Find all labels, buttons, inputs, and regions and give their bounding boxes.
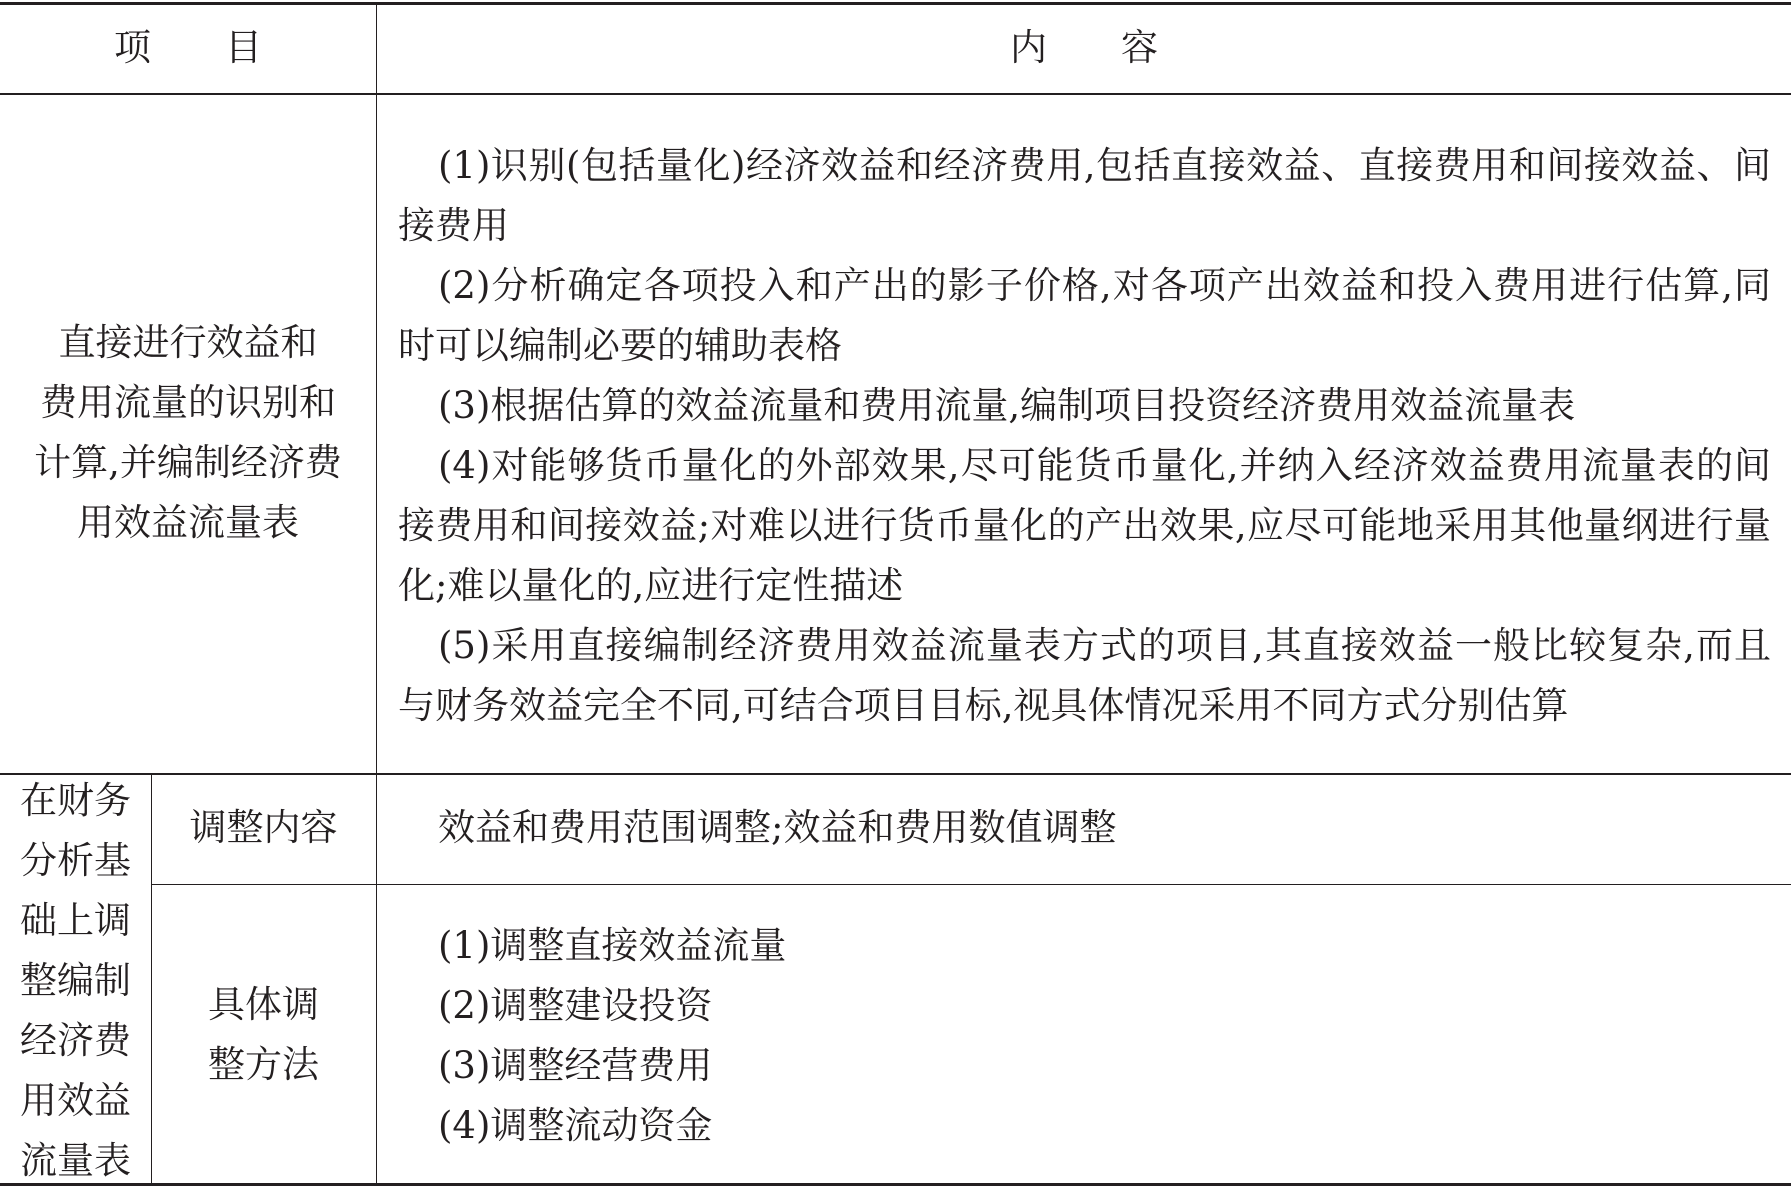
row-adjust-label — [0, 771, 151, 1191]
list-item: (1)识别(包括量化)经济效益和经济费用,包括直接效益、直接费用和间接效益、间接费用 — [398, 144, 1771, 247]
adjust-method-label-line: 具体调 — [208, 983, 319, 1026]
table-bottom-rule — [0, 1183, 1791, 1186]
row-direct-label-line: 用效益流量表 — [77, 501, 299, 544]
row-adjust-label-line: 整编制 — [20, 959, 131, 1002]
row-adjust-label-line: 用效益 — [20, 1079, 131, 1122]
row-direct-label-line: 直接进行效益和 — [58, 321, 318, 364]
row-adjust-label-line: 经济费 — [20, 1019, 131, 1062]
adjust-content-label: 调整内容 — [189, 806, 338, 849]
list-item: (2)分析确定各项投入和产出的影子价格,对各项产出效益和投入费用进行估算,同时可以编制必要的辅助表格 — [398, 264, 1771, 367]
adjust-content-value: 效益和费用范围调整;效益和费用数值调整 — [438, 806, 1117, 849]
row-adjust-label-line: 在财务 — [20, 779, 131, 822]
row-direct-label-line: 计算,并编制经济费 — [34, 441, 342, 484]
row-direct-label-line: 费用流量的识别和 — [40, 381, 336, 424]
adjust-method-list — [438, 916, 786, 1156]
row-direct-label — [0, 313, 376, 553]
list-item: (1)调整直接效益流量 — [438, 924, 787, 967]
adjust-content-bottom-rule — [151, 884, 1791, 885]
list-item: (5)采用直接编制经济费用效益流量表方式的项目,其直接效益一般比较复杂,而且与财务效益完全不同,可结合项目目标,视具体情况采用不同方式分别估算 — [398, 624, 1771, 727]
row-direct-items — [398, 136, 1771, 736]
table-top-rule — [0, 2, 1791, 5]
list-item: (4)调整流动资金 — [438, 1104, 713, 1147]
row-adjust-label-line: 流量表 — [20, 1139, 131, 1182]
row-direct-bottom-rule — [0, 773, 1791, 775]
column-divider-main — [376, 2, 377, 1186]
header-content-label: 内 容 — [1010, 26, 1158, 69]
list-item: (2)调整建设投资 — [438, 984, 713, 1027]
row-adjust-label-line: 础上调 — [20, 899, 131, 942]
adjust-method-label — [151, 975, 376, 1095]
list-item: (3)调整经营费用 — [438, 1044, 713, 1087]
adjust-method-label-line: 整方法 — [208, 1043, 319, 1086]
row-adjust-label-line: 分析基 — [20, 839, 131, 882]
header-item-label: 项 目 — [114, 26, 262, 69]
list-item: (4)对能够货币量化的外部效果,尽可能货币量化,并纳入经济效益费用流量表的间接费用和间接效益;对难以进行货币量化的产出效果,应尽可能地采用其他量纲进行量化;难以量化的,应进行定性描述 — [398, 444, 1771, 607]
list-item: (3)根据估算的效益流量和费用流量,编制项目投资经济费用效益流量表 — [438, 384, 1576, 427]
header-bottom-rule — [0, 93, 1791, 95]
